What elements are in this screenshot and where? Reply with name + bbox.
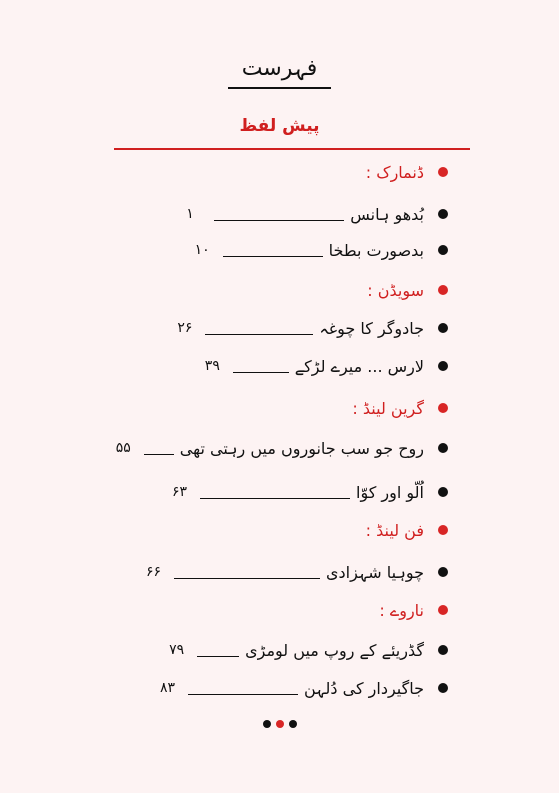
black-bullet-icon bbox=[438, 245, 448, 255]
black-dot-icon bbox=[263, 720, 271, 728]
page-number: ۲۶ bbox=[177, 320, 193, 336]
black-bullet-icon bbox=[438, 487, 448, 497]
dotted-leader bbox=[214, 220, 344, 221]
story-title: روح جو سب جانوروں میں رہتی تھی bbox=[179, 438, 424, 458]
dotted-leader bbox=[144, 454, 174, 455]
story-title: جادوگر کا چوغہ bbox=[319, 318, 424, 338]
title-divider bbox=[114, 148, 470, 150]
page-title-text: فہرست bbox=[228, 56, 332, 89]
page-number: ۵۵ bbox=[115, 440, 131, 456]
story-title: اُلّو اور کوّا bbox=[356, 482, 424, 502]
page-number: ۷۹ bbox=[169, 642, 185, 658]
red-bullet-icon bbox=[438, 285, 448, 295]
red-bullet-icon bbox=[438, 605, 448, 615]
dotted-leader bbox=[188, 694, 298, 695]
toc-entry[interactable] bbox=[112, 558, 448, 586]
black-bullet-icon bbox=[438, 361, 448, 371]
section-heading-norway bbox=[112, 596, 448, 624]
page-number: ۶۶ bbox=[145, 564, 162, 580]
section-country-label: فن لینڈ : bbox=[365, 520, 424, 540]
dotted-leader bbox=[200, 498, 350, 499]
red-bullet-icon bbox=[438, 167, 448, 177]
black-dot-icon bbox=[289, 720, 297, 728]
toc-entry[interactable] bbox=[112, 636, 448, 664]
section-heading-finland bbox=[112, 516, 448, 544]
dotted-leader bbox=[205, 334, 313, 335]
story-title: چوہیا شہزادی bbox=[325, 562, 424, 582]
black-bullet-icon bbox=[438, 683, 448, 693]
section-heading-denmark bbox=[112, 158, 448, 186]
story-title: جاگیردار کی دُلہن bbox=[303, 678, 424, 698]
red-bullet-icon bbox=[438, 403, 448, 413]
page-title bbox=[0, 56, 559, 89]
section-country-label: ڈنمارک : bbox=[365, 162, 424, 182]
toc-entry[interactable] bbox=[112, 200, 448, 228]
toc-entry[interactable] bbox=[112, 314, 448, 342]
page-number: ۸۳ bbox=[159, 680, 176, 696]
toc-entry[interactable] bbox=[112, 434, 448, 462]
page-number: ۶۳ bbox=[172, 484, 188, 500]
black-bullet-icon bbox=[438, 567, 448, 577]
story-title: بدصورت بطخا bbox=[328, 240, 424, 260]
section-heading-greenland bbox=[112, 394, 448, 422]
black-bullet-icon bbox=[438, 209, 448, 219]
story-title: گڈریئے کے روپ میں لومڑی bbox=[245, 640, 424, 660]
dotted-leader bbox=[174, 578, 320, 579]
black-bullet-icon bbox=[438, 645, 448, 655]
toc-entry[interactable] bbox=[112, 478, 448, 506]
page-number: ۱ bbox=[186, 206, 194, 222]
page-end-ornament bbox=[0, 720, 559, 728]
section-country-label: ناروے : bbox=[379, 600, 424, 620]
toc-entry[interactable] bbox=[112, 674, 448, 702]
red-dot-icon bbox=[276, 720, 284, 728]
section-country-label: سویڈن : bbox=[367, 280, 424, 300]
dotted-leader bbox=[233, 372, 289, 373]
black-bullet-icon bbox=[438, 443, 448, 453]
red-bullet-icon bbox=[438, 525, 448, 535]
dotted-leader bbox=[223, 256, 323, 257]
page-number: ۳۹ bbox=[204, 358, 220, 374]
preface-heading[interactable]: پیش لفظ bbox=[239, 116, 320, 136]
dotted-leader bbox=[197, 656, 239, 657]
section-country-label: گرین لینڈ : bbox=[352, 398, 424, 418]
story-title: لارس ... میرے لڑکے bbox=[294, 356, 424, 376]
story-title: بُدھو ہانس bbox=[350, 204, 424, 224]
toc-entry[interactable] bbox=[112, 236, 448, 264]
section-heading-sweden bbox=[112, 276, 448, 304]
black-bullet-icon bbox=[438, 323, 448, 333]
toc-entry[interactable] bbox=[112, 352, 448, 380]
page-number: ۱۰ bbox=[194, 242, 210, 258]
